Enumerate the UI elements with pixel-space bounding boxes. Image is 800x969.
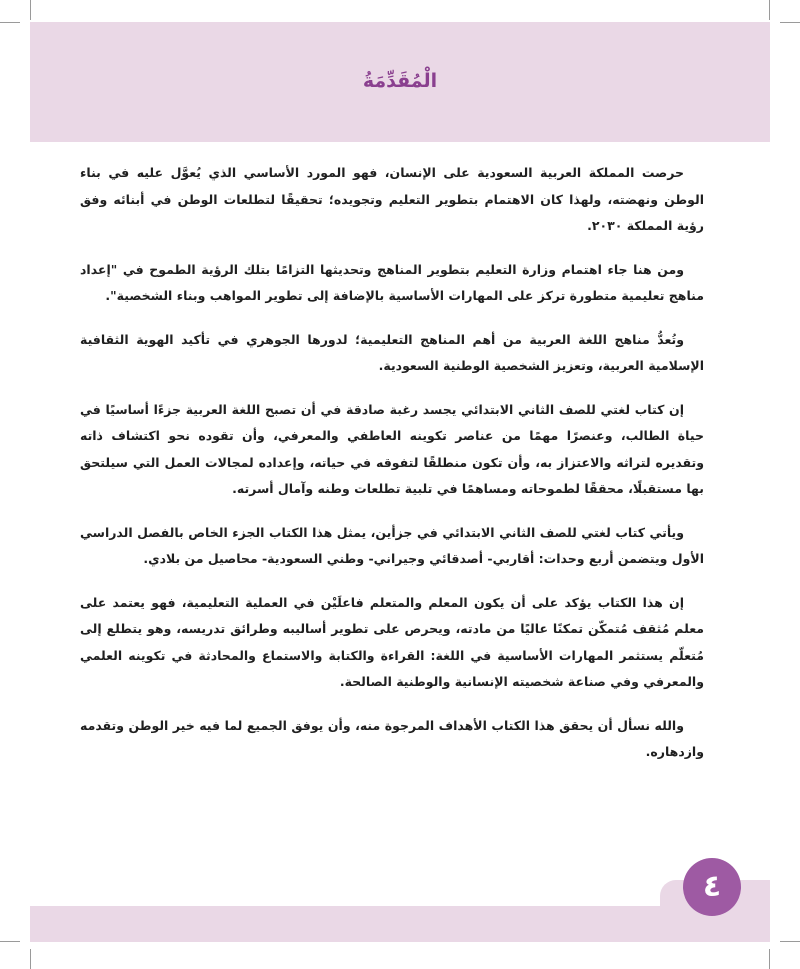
- crop-mark: [780, 22, 800, 23]
- paragraph: حرصت المملكة العربية السعودية على الإنسان، فهو المورد الأساسي الذي يُعوَّل عليه في بناء الوطن ونهضته، ولهذا كان الاهتمام بتطوير التعليم وتجويده؛ تحقيقًا لتطلعات الوطن في أبنائه وفق رؤية المملكة ٢٠٣٠.: [80, 165, 704, 233]
- paragraph: ويأتي كتاب لغتي للصف الثاني الابتدائي في جزأين، يمثل هذا الكتاب الجزء الخاص بالفصل الدراسي الأول ويتضمن أربع وحدات: أقاربي- أصدقائي وجيراني- وطني السعودية- محاصيل من بلادي.: [80, 524, 704, 566]
- footer-band: [30, 906, 770, 942]
- page-number: ٤: [683, 858, 741, 916]
- paragraph: والله نسأل أن يحقق هذا الكتاب الأهداف المرجوة منه، وأن يوفق الجميع لما فيه خير الوطن وتقدمه وازدهاره.: [80, 717, 704, 759]
- page-title: الْمُقَدِّمَةُ: [362, 70, 438, 92]
- paragraph: إن كتاب لغتي للصف الثاني الابتدائي يجسد رغبة صادقة في أن تصبح اللغة العربية جزءًا أساسيًا في حياة الطالب، وعنصرًا مهمًا من عناصر تكوينه العاطفي والمعرفي، وأن تقوده نحو اكتشاف ذاته وتقديره لتراثه والاعتزاز به، وأن تكون منطلقًا لتفوقه في حياته، وإعداده لمجالات العمل التي سيلتحق بها مستقبلًا، محققًا لطموحاته ومساهمًا في تلبية تطلعات وطنه وآمال أسرته.: [80, 401, 704, 496]
- crop-mark: [0, 22, 20, 23]
- crop-mark: [30, 949, 31, 969]
- crop-mark: [0, 941, 20, 942]
- crop-mark: [769, 0, 770, 20]
- crop-mark: [780, 941, 800, 942]
- crop-mark: [769, 949, 770, 969]
- paragraph: وتُعدُّ مناهج اللغة العربية من أهم المناهج التعليمية؛ لدورها الجوهري في تأكيد الهوية الثقافية الإسلامية العربية، وتعزيز الشخصية الوطنية السعودية.: [80, 331, 704, 373]
- introduction-text: [80, 160, 704, 783]
- paragraph: إن هذا الكتاب يؤكد على أن يكون المعلم والمتعلم فاعلَيْن في العملية التعليمية، فهو يعتمد على معلم مُثقف مُتمكّن تمكنًا عاليًا من مادته، ويحرص على تطوير أساليبه وطرائق تدريسه، وهو يتطلع إلى مُتعلّم يستثمر المهارات الأساسية في اللغة: القراءة والكتابة والاستماع والمحادثة في تكوينه العلمي والمعرفي وفي صناعة شخصيته الإنسانية والوطنية الصالحة.: [80, 594, 704, 689]
- crop-mark: [30, 0, 31, 20]
- paragraph: ومن هنا جاء اهتمام وزارة التعليم بتطوير المناهج وتحديثها التزامًا بتلك الرؤية الطموح في "إعداد مناهج تعليمية متطورة تركز على المهارات الأساسية بالإضافة إلى تطوير المواهب وبناء الشخصية".: [80, 261, 704, 303]
